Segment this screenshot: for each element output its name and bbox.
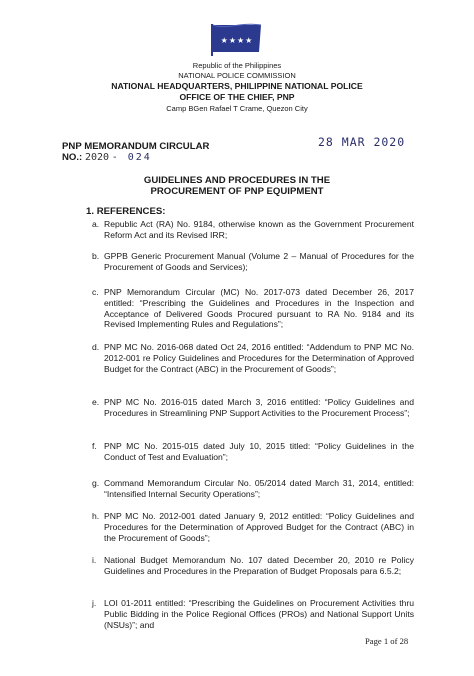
- reference-letter: i.: [92, 555, 97, 565]
- reference-letter: a.: [92, 219, 100, 229]
- reference-item-e: [92, 397, 414, 419]
- reference-text: PNP MC No. 2016-015 dated March 3, 2016 entitled: “Policy Guidelines and Procedures in Streamlining PNP Support Activities to the Procurement Process”;: [104, 397, 414, 418]
- memo-number-handwritten: 2020: [84, 152, 110, 163]
- letterhead-national-headquarters: NATIONAL HEADQUARTERS, PHILIPPINE NATIONAL POLICE: [111, 81, 363, 91]
- reference-letter: c.: [92, 287, 99, 297]
- reference-letter: g.: [92, 478, 100, 488]
- reference-item-a: [92, 219, 414, 241]
- reference-item-i: [92, 555, 414, 577]
- letterhead-republic: Republic of the Philippines: [192, 61, 282, 70]
- memo-number-stamped: - 024: [111, 152, 152, 163]
- reference-item-g: [92, 478, 414, 500]
- memo-type: PNP MEMORANDUM CIRCULAR: [62, 141, 210, 152]
- section-number: 1.: [86, 206, 95, 217]
- reference-item-h: [92, 511, 414, 543]
- reference-item-d: [92, 342, 414, 374]
- reference-item-j: [92, 598, 414, 630]
- reference-text: PNP Memorandum Circular (MC) No. 2017-073 dated December 26, 2017 entitled: “Prescribing the Guidelines and Procedures in the Inspection and Acceptance of Delivered Goods Procured pursuant to RA No. 9184 and its Revised Implementing Rules and Regulations”;: [104, 287, 414, 330]
- reference-letter: b.: [92, 251, 100, 261]
- reference-text: Republic Act (RA) No. 9184, otherwise known as the Government Procurement Reform Act and its Revised IRR;: [104, 219, 414, 240]
- reference-text: Command Memorandum Circular No. 05/2014 dated March 31, 2014, entitled: “Intensified Internal Security Operations”;: [104, 478, 414, 499]
- reference-letter: e.: [92, 397, 100, 407]
- flag-stars: ★★★★: [220, 36, 254, 45]
- reference-text: LOI 01-2011 entitled: “Prescribing the Guidelines on Procurement Activities thru Public Bidding in the Police Regional Offices (PROs) and National Support Units (NSUs)”; and: [104, 598, 414, 630]
- reference-letter: f.: [92, 441, 97, 451]
- memo-number: [62, 152, 152, 163]
- memo-number-label: NO.:: [62, 152, 83, 163]
- letterhead-napolcom: NATIONAL POLICE COMMISSION: [178, 71, 296, 80]
- reference-text: PNP MC No. 2012-001 dated January 9, 2012 entitled: “Policy Guidelines and Procedures for the Determination of Approved Budget for the Contract (ABC) in the Procurement of Goods”;: [104, 511, 414, 543]
- reference-item-c: [92, 287, 414, 330]
- reference-text: National Budget Memorandum No. 107 dated December 20, 2010 re Policy Guidelines and Procedures in the Preparation of Budget Proposals para 6.5.2;: [104, 555, 414, 576]
- reference-text: PNP MC No. 2015-015 dated July 10, 2015 titled: “Policy Guidelines in the Conduct of Test and Evaluation”;: [104, 441, 414, 462]
- reference-letter: j.: [92, 598, 97, 608]
- reference-text: GPPB Generic Procurement Manual (Volume 2 – Manual of Procedures for the Procurement of Goods and Services);: [104, 251, 414, 272]
- pnp-four-star-flag-icon: [209, 22, 265, 56]
- document-title-line1: GUIDELINES AND PROCEDURES IN THE: [143, 175, 331, 186]
- letterhead-address: Camp BGen Rafael T Crame, Quezon City: [166, 104, 308, 113]
- document-title-line2: PROCUREMENT OF PNP EQUIPMENT: [150, 186, 324, 197]
- reference-item-f: [92, 441, 414, 463]
- section-references-heading: [86, 206, 165, 217]
- section-title: REFERENCES:: [96, 206, 166, 217]
- reference-letter: d.: [92, 342, 100, 352]
- date-stamp: 28 MAR 2020: [318, 135, 406, 149]
- page-number: Page 1 of 28: [365, 636, 409, 646]
- letterhead-office-chief: OFFICE OF THE CHIEF, PNP: [179, 92, 295, 102]
- reference-letter: h.: [92, 511, 100, 521]
- reference-text: PNP MC No. 2016-068 dated Oct 24, 2016 entitled: “Addendum to PNP MC No. 2012-001 re Policy Guidelines and Procedures for the Determination of Approved Budget for the Contract (ABC) in the Procurement of Goods”;: [104, 342, 414, 374]
- reference-item-b: [92, 251, 414, 273]
